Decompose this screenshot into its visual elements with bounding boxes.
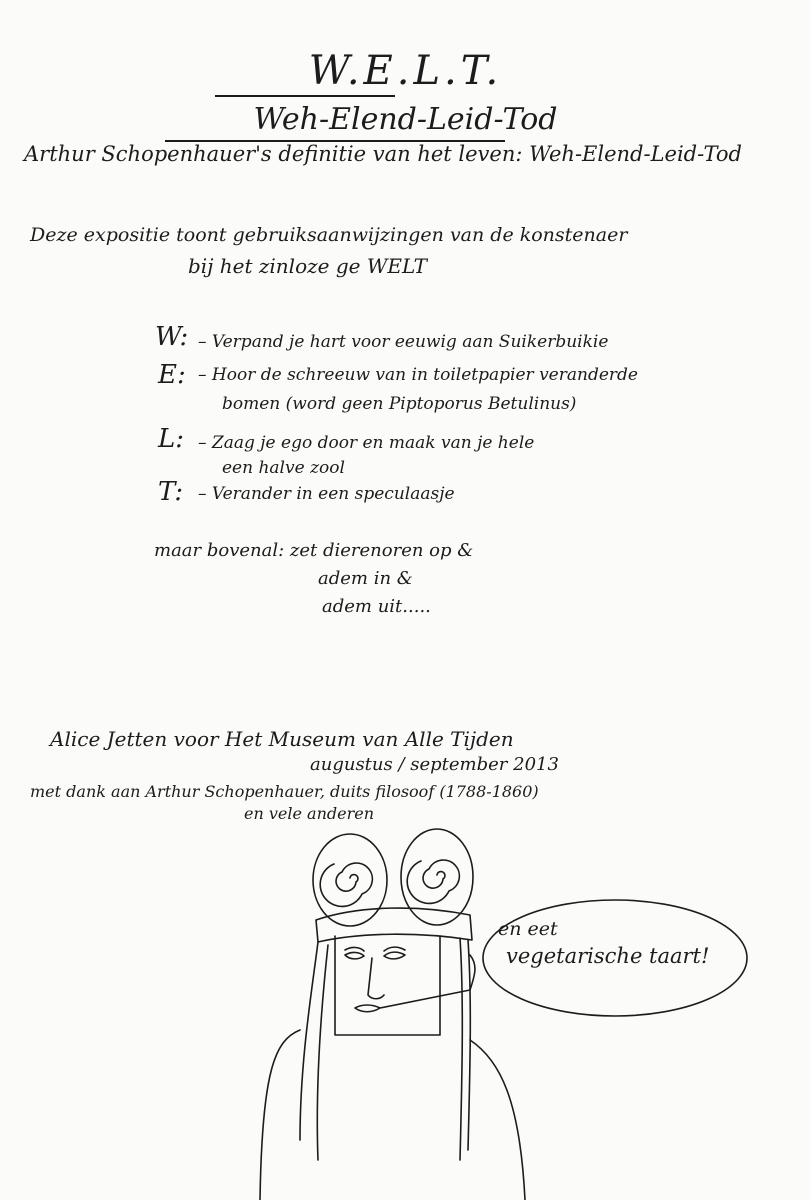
rule-letter-t: T: (158, 477, 184, 507)
rule-text-e-1: – Hoor de schreeuw van in toiletpapier veranderde (198, 365, 638, 385)
rule-letter-e: E: (158, 360, 186, 390)
definition-text: Arthur Schopenhauer's definitie van het leven: Weh-Elend-Leid-Tod (24, 142, 742, 166)
poster-title: W.E.L.T. (308, 48, 503, 94)
rule-letter-l: L: (158, 424, 185, 454)
rule-text-l-1: – Zaag je ego door en maak van je hele (198, 433, 535, 453)
speech-bubble-line-1: en eet (498, 918, 558, 940)
closing-line-1: maar bovenal: zet dierenoren op & (154, 540, 474, 561)
poster-subtitle: Weh-Elend-Leid-Tod (253, 102, 558, 137)
closing-line-2: adem in & (318, 568, 413, 589)
credits-line-3: met dank aan Arthur Schopenhauer, duits filosoof (1788-1860) (30, 782, 539, 801)
credits-line-2: augustus / september 2013 (310, 754, 559, 775)
speech-bubble-line-2: vegetarische taart! (506, 944, 710, 968)
rule-text-t: – Verander in een speculaasje (198, 484, 455, 504)
credits-line-4: en vele anderen (244, 804, 375, 823)
intro-line-1: Deze expositie toont gebruiksaanwijzingen van de konstenaer (30, 224, 628, 246)
closing-line-3: adem uit..... (322, 596, 431, 617)
rule-text-w: – Verpand je hart voor eeuwig aan Suikerbuikie (198, 332, 609, 352)
rule-letter-w: W: (155, 322, 189, 352)
credits-line-1: Alice Jetten voor Het Museum van Alle Tijden (50, 727, 514, 751)
rule-text-l-2: een halve zool (222, 458, 345, 478)
rule-text-e-2: bomen (word geen Piptoporus Betulinus) (222, 394, 577, 414)
intro-line-2: bij het zinloze ge WELT (188, 254, 427, 278)
